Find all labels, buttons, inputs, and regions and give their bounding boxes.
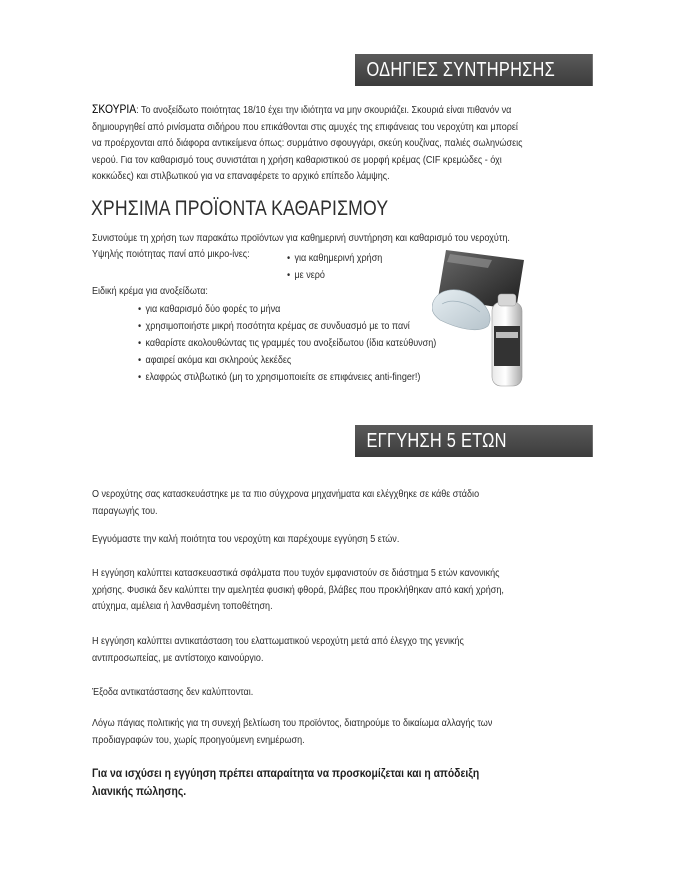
cleaning-products-image bbox=[432, 238, 530, 388]
rust-line: κοκκώδες) και στιλβωτικού για να επαναφέρετε το αρχικό επίπεδο λάμψης. bbox=[92, 170, 390, 183]
rust-line: να προέρχονται από διάφορα αντικείμενα όπως: συρμάτινο σφουγγάρι, σκεύη κουζίνας, παλιές σωληνώσεις bbox=[92, 137, 523, 150]
products-heading: ΧΡΗΣΙΜΑ ΠΡΟΪΟΝΤΑ ΚΑΘΑΡΙΣΜΟΥ bbox=[91, 197, 389, 220]
rust-line: νερού. Για τον καθαρισμό τους συνιστάται η χρήση καθαριστικού σε μορφή κρέμας (CIF κρεμώδες - όχι bbox=[92, 153, 502, 166]
products-recommendation: Συνιστούμε τη χρήση των παρακάτω προϊόντων για καθημερινή συντήρηση και καθαρισμό του νεροχύτη. bbox=[92, 232, 510, 244]
rust-line: δημιουργηθεί από ρινίσματα σιδήρου που επικάθονται στις αμυχές της επιφάνειας του νεροχύτη και μπορεί bbox=[92, 120, 518, 133]
cream-bullet: • χρησιμοποιήστε μικρή ποσότητα κρέμας σε συνδυασμό με το πανί bbox=[138, 318, 410, 334]
warranty-line: Ο νεροχύτης σας κατασκευάστηκε με τα πιο σύγχρονα μηχανήματα και ελέγχθηκε σε κάθε στάδιο bbox=[92, 488, 480, 500]
warranty-paragraph bbox=[92, 486, 479, 519]
receipt-requirement-note bbox=[92, 765, 479, 801]
cream-bullet: • αφαιρεί ακόμα και σκληρούς λεκέδες bbox=[138, 352, 291, 368]
rust-paragraph bbox=[92, 101, 574, 185]
warranty-line: Η εγγύηση καλύπτει αντικατάσταση του ελαττωματικού νεροχύτη μετά από έλεγχο της γενικής bbox=[92, 635, 464, 647]
cream-bullet: • ελαφρώς στιλβωτικό (μη το χρησιμοποιείτε σε επιφάνειες anti-finger!) bbox=[138, 369, 420, 385]
cloth-bullet: • με νερό bbox=[287, 267, 325, 283]
warranty-paragraph bbox=[92, 633, 464, 666]
cloth-bullet: • για καθημερινή χρήση bbox=[287, 250, 382, 266]
cream-bullet: • για καθαρισμό δύο φορές το μήνα bbox=[138, 301, 280, 317]
warranty-line: Λόγω πάγιας πολιτικής για τη συνεχή βελτίωση του προϊόντος, διατηρούμε το δικαίωμα αλλαγής των bbox=[92, 717, 493, 729]
warranty-line: ατύχημα, αμέλεια ή λανθασμένη τοποθέτηση. bbox=[92, 600, 273, 613]
warranty-paragraph bbox=[92, 715, 492, 748]
note-line: λιανικής πώλησης. bbox=[92, 786, 187, 798]
warranty-paragraph bbox=[92, 684, 253, 701]
warranty-line: χρήσης. Φυσικά δεν καλύπτει την αμελητέα φυσική φθορά, βλάβες που προκλήθηκαν από κακή χρήση, bbox=[92, 583, 504, 596]
warranty-paragraph bbox=[92, 531, 399, 548]
warranty-line: παραγωγής του. bbox=[92, 504, 158, 517]
note-line: Για να ισχύσει η εγγύηση πρέπει απαραίτητα να προσκομίζεται και η απόδειξη bbox=[92, 768, 480, 780]
warranty-line: προδιαγραφών του, χωρίς προηγούμενη ενημέρωση. bbox=[92, 733, 305, 746]
cloth-label: Υψηλής ποιότητας πανί από μικρο-ίνες: bbox=[92, 248, 250, 260]
warranty-line: αντιπροσωπείας, με αντίστοιχο καινούργιο. bbox=[92, 651, 264, 664]
warranty-line: Εγγυόμαστε την καλή ποιότητα του νεροχύτη και παρέχουμε εγγύηση 5 ετών. bbox=[92, 533, 400, 545]
cream-bullet: • καθαρίστε ακολουθώντας τις γραμμές του ανοξείδωτου (ίδια κατεύθυνση) bbox=[138, 335, 436, 351]
warranty-banner: ΕΓΓΥΗΣΗ 5 ΕΤΩΝ bbox=[355, 425, 593, 457]
warranty-line: Η εγγύηση καλύπτει κατασκευαστικά σφάλματα που τυχόν εμφανιστούν σε διάστημα 5 ετών κανονικής bbox=[92, 567, 500, 579]
rust-label: ΣΚΟΥΡΙΑ bbox=[92, 102, 137, 116]
rust-line: : Το ανοξείδωτο ποιότητας 18/10 έχει την ιδιότητα να μην σκουριάζει. Σκουριά είναι πιθανόν να bbox=[136, 104, 512, 116]
maintenance-banner: ΟΔΗΓΙΕΣ ΣΥΝΤΗΡΗΣΗΣ bbox=[355, 54, 593, 86]
cream-label: Ειδική κρέμα για ανοξείδωτα: bbox=[92, 285, 208, 297]
warranty-line: Έξοδα αντικατάστασης δεν καλύπτονται. bbox=[92, 686, 254, 698]
warranty-paragraph bbox=[92, 565, 504, 615]
